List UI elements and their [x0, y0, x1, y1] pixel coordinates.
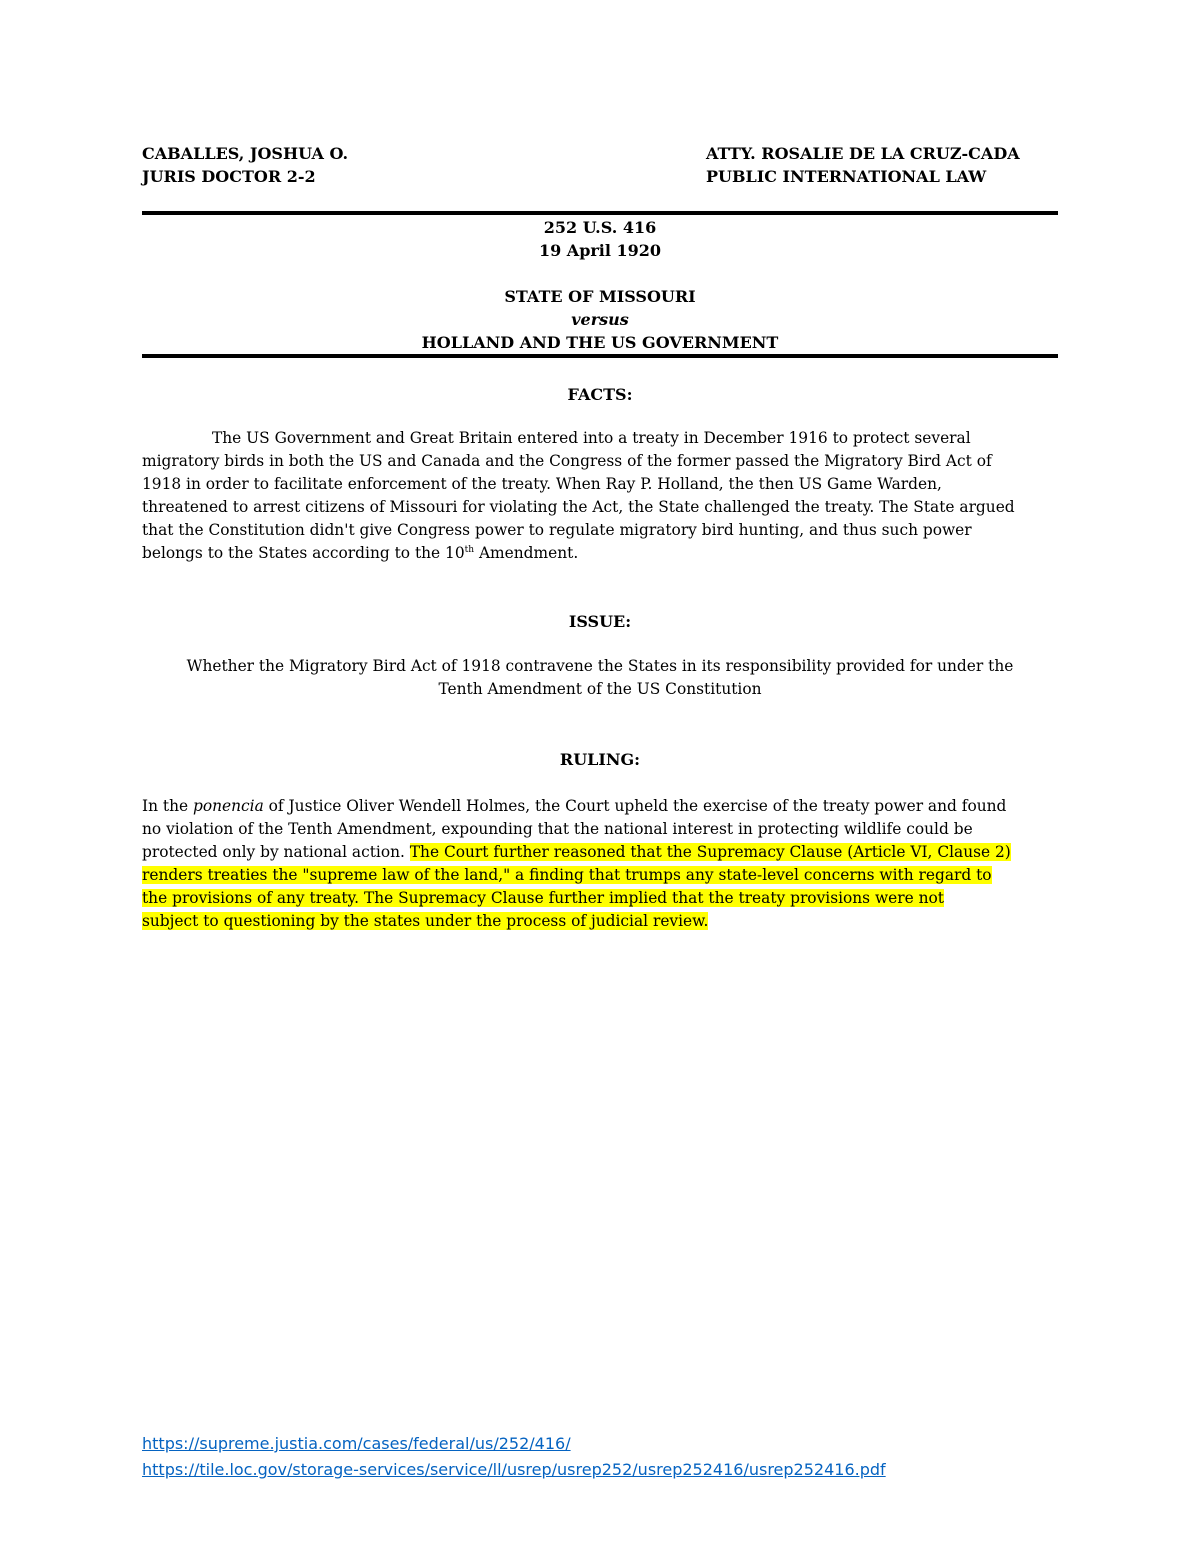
- petitioner: STATE OF MISSOURI: [504, 287, 696, 306]
- issue-line: Whether the Migratory Bird Act of 1918 contravene the States in its responsibility provided for under the: [186, 657, 1014, 675]
- ruling-paragraph: [142, 795, 1058, 933]
- ruling-heading: RULING:: [559, 750, 641, 769]
- header-divider-bottom: [142, 354, 1058, 358]
- facts-line: The US Government and Great Britain entered into a treaty in December 1916 to protect several: [212, 429, 971, 447]
- facts-line: that the Constitution didn't give Congress power to regulate migratory bird hunting, and thus such power: [142, 521, 972, 539]
- highlighted-text: the provisions of any treaty. The Supremacy Clause further implied that the treaty provisions were not: [142, 889, 944, 907]
- ruling-line: [142, 841, 1058, 864]
- ruling-line: [142, 910, 1058, 933]
- ruling-text: In the: [142, 797, 193, 815]
- header-divider-top: [142, 211, 1058, 215]
- facts-line: threatened to arrest citizens of Missouri for violating the Act, the State challenged the treaty. The State argued: [142, 498, 1015, 516]
- highlighted-text: renders treaties the "supreme law of the land," a finding that trumps any state-level concerns with regard to: [142, 866, 992, 884]
- student-class: JURIS DOCTOR 2-2: [142, 167, 316, 186]
- facts-line: 1918 in order to facilitate enforcement of the treaty. When Ray P. Holland, the then US Game Warden,: [142, 475, 942, 493]
- professor-name: ATTY. ROSALIE DE LA CRUZ-CADA: [706, 144, 1020, 163]
- facts-line: migratory birds in both the US and Canada and the Congress of the former passed the Migratory Bird Act of: [142, 452, 992, 470]
- ruling-text: of Justice Oliver Wendell Holmes, the Court upheld the exercise of the treaty power and found: [263, 797, 1007, 815]
- student-name: CABALLES, JOSHUA O.: [142, 144, 349, 163]
- ruling-line: [142, 795, 1058, 818]
- facts-paragraph: [142, 427, 1058, 565]
- highlighted-text: The Court further reasoned that the Supremacy Clause (Article VI, Clause 2): [409, 843, 1011, 861]
- issue-line: Tenth Amendment of the US Constitution: [438, 680, 762, 698]
- ordinal-suffix: th: [464, 544, 475, 555]
- respondent: HOLLAND AND THE US GOVERNMENT: [421, 333, 779, 352]
- issue-heading: ISSUE:: [568, 612, 632, 631]
- reference-link-justia[interactable]: https://supreme.justia.com/cases/federal/us/252/416/: [142, 1434, 571, 1453]
- ruling-line: [142, 887, 1058, 910]
- facts-last-line-end: Amendment.: [474, 544, 579, 562]
- ponencia-term: ponencia: [192, 797, 264, 815]
- versus-label: versus: [571, 310, 629, 329]
- reference-link-loc[interactable]: https://tile.loc.gov/storage-services/service/ll/usrep/usrep252/usrep252416/usrep252416.pdf: [142, 1460, 886, 1479]
- ruling-line: [142, 864, 1058, 887]
- ruling-text: protected only by national action.: [142, 843, 410, 861]
- facts-last-line: [142, 542, 1058, 565]
- subject-name: PUBLIC INTERNATIONAL LAW: [706, 167, 987, 186]
- highlighted-text: subject to questioning by the states under the process of judicial review.: [142, 912, 709, 930]
- case-date: 19 April 1920: [538, 241, 662, 260]
- ruling-line: no violation of the Tenth Amendment, expounding that the national interest in protecting wildlife could be: [142, 820, 973, 838]
- facts-last-line-start: belongs to the States according to the 10: [142, 544, 465, 562]
- facts-heading: FACTS:: [567, 385, 633, 404]
- case-citation: 252 U.S. 416: [543, 218, 657, 237]
